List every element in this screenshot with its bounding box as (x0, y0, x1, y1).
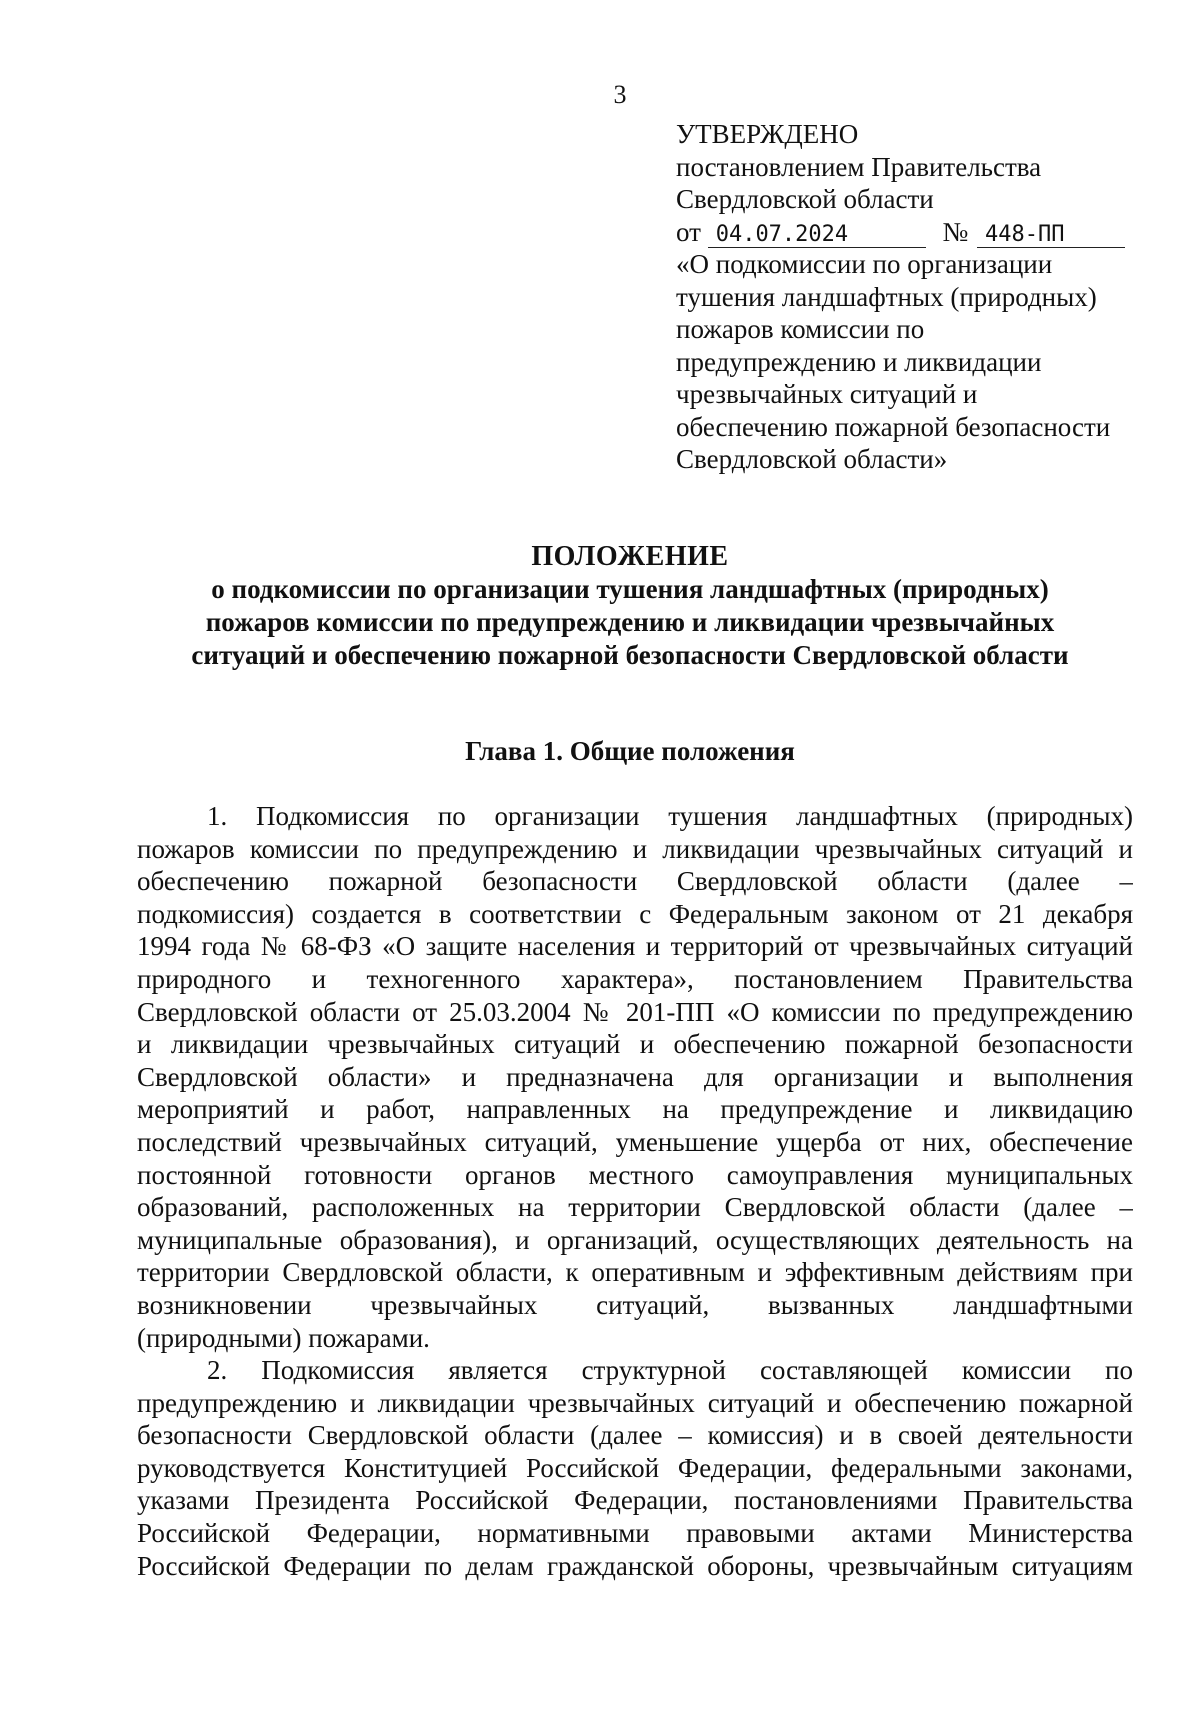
approval-date-row (676, 216, 1146, 249)
paragraph-1-line: и ликвидации чрезвычайных ситуаций и обеспечению пожарной безопасности (137, 1029, 1133, 1060)
paragraph-2-line: безопасности Свердловской области (далее – комиссия) и в своей деятельности (137, 1420, 1133, 1451)
paragraph-1-line: Свердловской области от 25.03.2004 № 201-ПП «О комиссии по предупреждению (137, 996, 1133, 1027)
date-prefix: от (676, 216, 701, 247)
paragraph-1-line: 1994 года № 68-ФЗ «О защите населения и территорий от чрезвычайных ситуаций (137, 931, 1133, 962)
date-value: 04.07.2024 (708, 223, 926, 248)
paragraph-2-line: предупреждению и ликвидации чрезвычайных ситуаций и обеспечению пожарной (137, 1387, 1133, 1418)
approval-title-line: «О подкомиссии по организации (676, 249, 1053, 279)
paragraph-1-line: мероприятий и работ, направленных на предупреждение и ликвидацию (137, 1094, 1133, 1125)
paragraph-1-line: 1. Подкомиссия по организации тушения ландшафтных (природных) (207, 801, 1133, 831)
paragraph-1-line: возникновении чрезвычайных ситуаций, вызванных ландшафтными (137, 1289, 1133, 1320)
paragraph-1-line: обеспечению пожарной безопасности Свердловской области (далее – (137, 866, 1133, 897)
paragraph-2-line: руководствуется Конституцией Российской Федерации, федеральными законами, (137, 1452, 1133, 1483)
approval-title-line: предупреждению и ликвидации (676, 346, 1042, 377)
paragraph-1-line: (природными) пожарами. (137, 1322, 430, 1353)
paragraph-2-line: Российской Федерации, нормативными правовыми актами Министерства (137, 1518, 1133, 1549)
approval-line-1: постановлением Правительства (676, 151, 1042, 182)
paragraph-1-line: образований, расположенных на территории Свердловской области (далее – (137, 1192, 1133, 1223)
body-text (137, 800, 1133, 1582)
paragraph-1-line: подкомиссия) создается в соответствии с Федеральным законом от 21 декабря (137, 898, 1133, 929)
approval-stamp: УТВЕРЖДЕНО (676, 119, 859, 149)
number-value: 448-ПП (977, 223, 1125, 248)
approval-title-line: чрезвычайных ситуаций и (676, 379, 978, 409)
paragraph-1-line: Свердловской области» и предназначена для организации и выполнения (137, 1061, 1133, 1092)
title-line: пожаров комиссии по предупреждению и ликвидации чрезвычайных (205, 607, 1055, 637)
paragraph-1-line: пожаров комиссии по предупреждению и ликвидации чрезвычайных ситуаций и (137, 833, 1133, 864)
paragraph-1-line: постоянной готовности органов местного самоуправления муниципальных (137, 1159, 1133, 1190)
chapter-heading: Глава 1. Общие положения (465, 736, 795, 766)
paragraph-2-line: Российской Федерации по делам гражданской обороны, чрезвычайным ситуациям (137, 1550, 1133, 1581)
page-number: 3 (613, 80, 627, 109)
document-type-heading: ПОЛОЖЕНИЕ (531, 541, 729, 572)
approval-title-line: тушения ландшафтных (природных) (676, 281, 1097, 312)
paragraph-1-line: территории Свердловской области, к оперативным и эффективным действиям при (137, 1257, 1133, 1288)
approval-title-line: пожаров комиссии по (676, 314, 925, 344)
document-title (130, 540, 1130, 672)
approval-block (676, 118, 1146, 476)
paragraph-1-line: природного и техногенного характера», постановлением Правительства (137, 963, 1133, 994)
paragraph-2-line: 2. Подкомиссия является структурной составляющей комиссии по (207, 1355, 1133, 1386)
approval-title-line: Свердловской области» (676, 444, 948, 474)
number-sign: № (942, 216, 969, 247)
approval-line-2: Свердловской области (676, 184, 934, 214)
paragraph-1-line: последствий чрезвычайных ситуаций, уменьшение ущерба от них, обеспечение (137, 1126, 1133, 1157)
title-line: ситуаций и обеспечению пожарной безопасности Свердловской области (191, 640, 1069, 670)
paragraph-2-line: указами Президента Российской Федерации, постановлениями Правительства (137, 1485, 1133, 1516)
approval-title-line: обеспечению пожарной безопасности (676, 411, 1111, 442)
title-line: о подкомиссии по организации тушения ландшафтных (природных) (211, 574, 1049, 604)
paragraph-1-line: муниципальные образования), и организаций, осуществляющих деятельность на (137, 1224, 1133, 1255)
